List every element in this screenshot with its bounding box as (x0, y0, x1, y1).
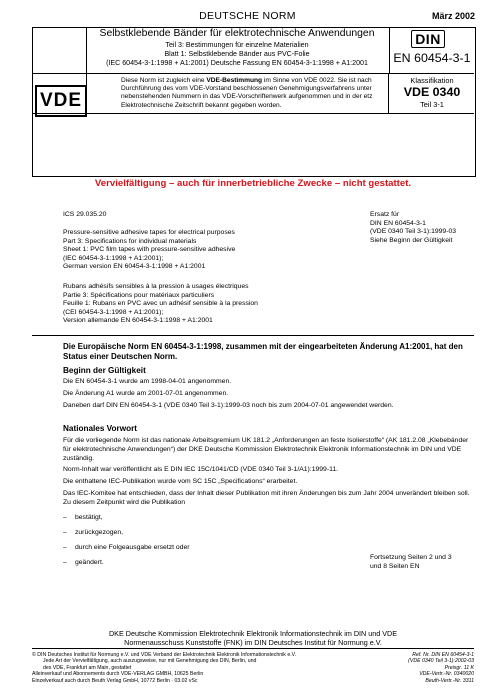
ersatz-line: Siehe Beginn der Gültigkeit (370, 236, 453, 244)
ersatz-line: Ersatz für (370, 211, 400, 218)
vde-note-post: im Sinne von VDE 0022. Sie ist nach Durchführung des vom VDE-Vorstand beschlossenen Genehmigungsverfahrens unter nebenstehenden Nummern in das VDE-Vorschriftenwerk aufgenommen und in der etz Elektrotechnische Zeitschrift bekannt gegeben worden. (121, 77, 373, 109)
ersatz-line: (VDE 0340 Teil 3-1):1999-03 (370, 228, 457, 236)
bullet-text: geändert. (75, 559, 104, 566)
bullet-text: durch eine Folgeausgabe ersetzt oder (75, 544, 190, 551)
beginn-heading: Beginn der Gültigkeit (63, 366, 146, 375)
english-title-line: German version EN 60454-3-1:1998 + A1:2001 (63, 263, 206, 271)
document-title: Selbstklebende Bänder für elektrotechnische Anwendungen (99, 28, 375, 39)
continuation-note: Fortsetzung Seiten 2 und 3 (370, 554, 452, 561)
committee-footer (32, 629, 474, 647)
subtitle-part: Teil 3: Bestimmungen für einzelne Materialien (165, 41, 309, 49)
ersatz-line: DIN EN 60454-3-1 (370, 219, 426, 227)
french-title-line: Partie 3: Spécifications pour matériaux particuliers (63, 291, 215, 299)
copyright-line: Alleinverkauf und Abonnements durch VDE-VERLAG GMBH, 10625 Berlin (32, 671, 204, 678)
divider (32, 335, 474, 336)
divider (32, 73, 474, 74)
divider (32, 648, 474, 649)
continuation-note: und 8 Seiten EN (370, 563, 420, 570)
english-title-line: (IEC 60454-3-1:1998 + A1:2001); (63, 254, 164, 262)
vde-note (121, 77, 383, 110)
divider (86, 73, 87, 113)
reference-line: VDE-Vertr.-Nr. 0340020 (419, 671, 474, 678)
divider (32, 113, 474, 114)
french-title-line: Rubans adhésifs sensibles à la pression à usages électriques (63, 283, 249, 290)
bullet-item: – geändert. (63, 559, 104, 566)
bullet-text: bestätigt, (75, 514, 103, 521)
divider (388, 73, 389, 113)
reference-line: Preisgr. 11 K (444, 664, 474, 671)
vde-note-pre: Diese Norm ist zugleich eine (121, 77, 207, 84)
intro-statement: Die Europäische Norm EN 60454-3-1:1998, zusammen mit der eingearbeiteten Änderung A1:2001, hat den Status einer Deutschen Norm. (63, 342, 463, 361)
reference-line: Beuth-Vertr.-Nr. 3311 (425, 677, 474, 684)
subtitle-sheet: Blatt 1: Selbstklebende Bänder aus PVC-Folie (164, 49, 310, 58)
vorwort-paragraph: Die enthaltene IEC-Publikation wurde vom SC 15C „Specifications“ erarbeitet. (63, 478, 298, 485)
vorwort-heading: Nationales Vorwort (63, 424, 138, 433)
subtitle-iec: (IEC 60454-3-1:1998 + A1:2001) Deutsche Fassung EN 60454-3-1:1998 + A1:2001 (106, 58, 368, 67)
ics-code: ICS 29.035.20 (63, 211, 107, 218)
copyright-line: Jede Art der Vervielfältigung, auch auszugsweise, nur mit Genehmigung des DIN, Berlin, und (43, 658, 257, 665)
vorwort-paragraph: Das IEC-Komitee hat entschieden, dass der Inhalt dieser Publikation mit ihren Änderungen bis zum Jahr 2004 unverändert bleiben soll. Zu diesem Zeitpunkt wird die Publikation (63, 490, 470, 506)
english-title-line: Pressure-sensitive adhesive tapes for electrical purposes (63, 229, 235, 236)
vorwort-paragraph: Norm-Inhalt war veröffentlicht als E DIN IEC 15C/1041/CD (VDE 0340 Teil 3-1/A1):1999-11. (63, 466, 339, 473)
reference-line: (VDE 0340 Teil 3-1):2002-03 (408, 658, 474, 665)
issue-date: März 2002 (432, 11, 476, 21)
french-title-line: (CEI 60454-3-1:1998 + A1:2001); (63, 308, 164, 316)
english-title-line: Sheet 1: PVC film tapes with pressure-sensitive adhesive (63, 246, 236, 254)
committee-line: Normenausschuss Kunststoffe (FNK) im DIN Deutsches Institut für Normung e.V. (124, 638, 382, 647)
bullet-item: – durch eine Folgeausgabe ersetzt oder (63, 544, 190, 551)
vorwort-paragraph: Für die vorliegende Norm ist das nationale Arbeitsgremium UK 181.2 „Anforderungen an feste Isolierstoffe“ (AK 181.2.08 „Klebebänder für elektrotechnische Anwendungen“) der DKE Deutsche Kommission Elektrotechnik Elektronik Informationstechnik im DIN und VDE zuständig. (63, 437, 469, 462)
beginn-line: Daneben darf DIN EN 60454-3-1 (VDE 0340 Teil 3-1):1999-03 noch bis zum 2004-07-01 angewendet werden. (63, 402, 394, 409)
committee-line: DKE Deutsche Kommission Elektrotechnik Elektronik Informationstechnik im DIN und VDE (108, 629, 397, 638)
french-title-line: Feuille 1: Rubans en PVC avec un adhésif sensible à la pression (63, 300, 258, 308)
copy-warning: Vervielfältigung – auch für innerbetriebliche Zwecke – nicht gestattet. (94, 178, 412, 189)
din-logo: DIN (411, 30, 445, 48)
english-title-line: Part 3: Specifications for individual materials (63, 237, 197, 245)
reference-line: Ref. Nr. DIN EN 60454-3-1 (412, 652, 474, 658)
beginn-line: Die Änderung A1 wurde am 2001-07-01 angenommen. (63, 390, 229, 397)
norm-type-title: DEUTSCHE NORM (199, 10, 296, 22)
copyright-line: © DIN Deutsches Institut für Normung e.V. und VDE Verband der Elektrotechnik Elektronik Informationstechnik e.V. (32, 652, 297, 658)
copyright-line: des VDE, Frankfurt am Main, gestattet (43, 664, 132, 671)
vde-logo: VDE (35, 85, 87, 117)
vde-number: VDE 0340 (403, 85, 461, 99)
bullet-text: zurückgezogen, (75, 529, 123, 536)
beginn-line: Die EN 60454-3-1 wurde am 1998-04-01 angenommen. (63, 378, 232, 385)
document-subtitle (88, 41, 386, 67)
bullet-item: – bestätigt, (63, 514, 103, 521)
copyright-line: Einzelverkauf auch durch Beuth Verlag GmbH, 10772 Berlin · 03.02 vSc (32, 677, 198, 684)
klassifikation-label: Klassifikation (410, 76, 454, 85)
document-number: EN 60454-3-1 (393, 51, 471, 65)
french-title-line: Version allemande EN 60454-3-1:1998 + A1:2001 (63, 317, 213, 325)
bullet-item: – zurückgezogen, (63, 529, 123, 536)
vde-note-bold: VDE-Bestimmung (206, 77, 263, 84)
vde-teil: Teil 3-1 (420, 100, 444, 109)
